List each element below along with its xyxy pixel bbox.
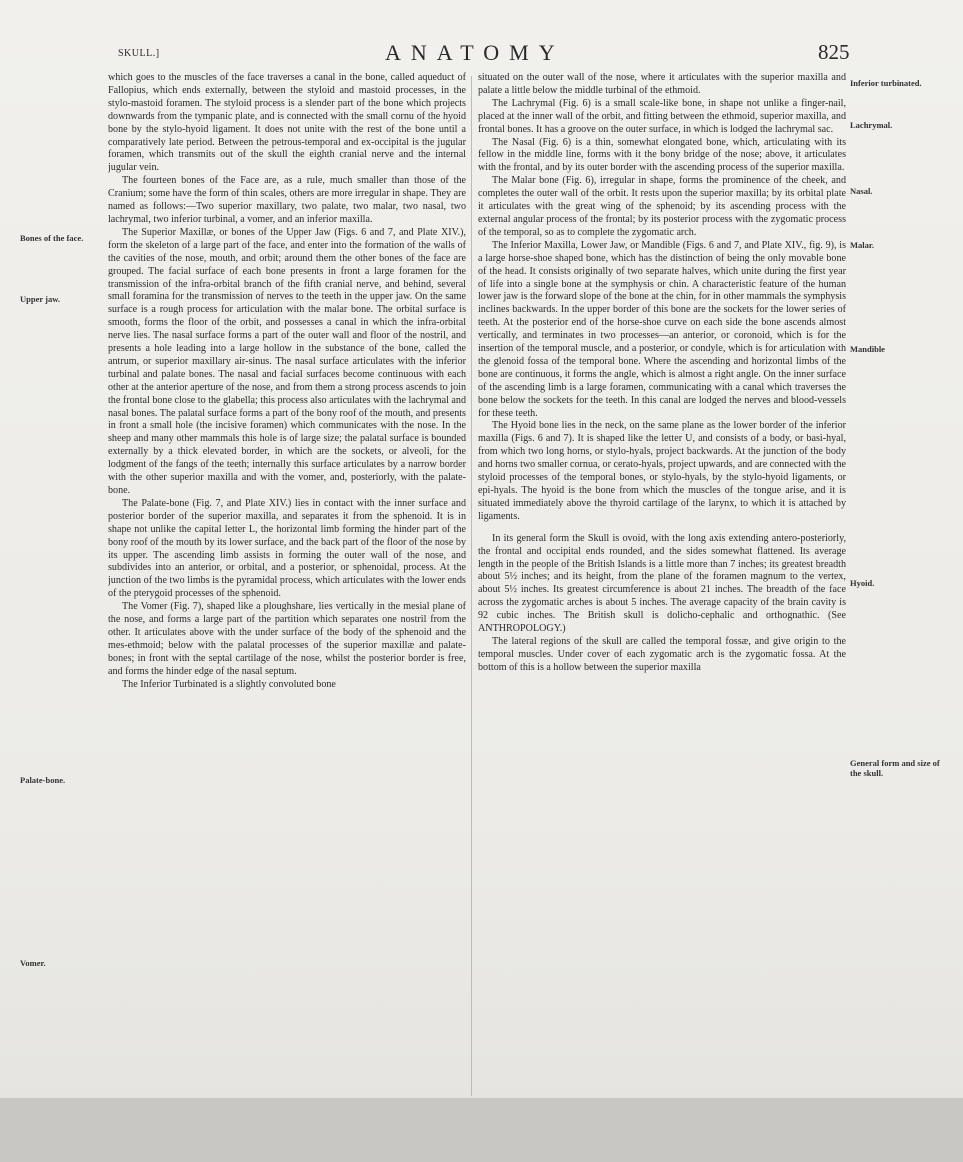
page-number: 825 (818, 40, 850, 64)
paragraph-temporal-fossae: The lateral regions of the skull are called the temporal fossæ, and give origin to the temporal muscles. Under cover of each zygomatic arch is the zygomatic fossa. At the bottom of this is a hollow between the superior maxilla (478, 635, 846, 673)
page-title: ANATOMY (385, 40, 565, 65)
left-column (108, 72, 466, 1102)
margin-note-nasal: Nasal. (850, 186, 873, 196)
margin-note-hyoid: Hyoid. (850, 578, 875, 588)
right-column (478, 72, 846, 1102)
margin-note-general-form: General form and size of the skull. (850, 758, 940, 778)
paragraph-lachrymal: The Lachrymal (Fig. 6) is a small scale-like bone, in shape not unlike a finger-nail, placed at the inner wall of the orbit, and fitting between the ethmoid, superior maxilla, and frontal bones. It has a groove on the outer surface, in which is lodged the lachrymal sac. (478, 97, 846, 135)
running-header (0, 38, 963, 68)
margin-note-palate-bone: Palate-bone. (20, 775, 66, 785)
paragraph-bones-of-face: The fourteen bones of the Face are, as a rule, much smaller than those of the Cranium; some have the form of thin scales, others are more irregular in shape. They are named as follows:—Two superior maxillary, two palate, two malar, two nasal, two lachrymal, two inferior turbinal, a vomer, and an inferior maxilla. (108, 175, 466, 225)
paragraph-malar: The Malar bone (Fig. 6), irregular in shape, forms the prominence of the cheek, and completes the outer wall of the orbit. It rests upon the superior maxilla; by its orbital plate it articulates with the great wing of the sphenoid; by its ascending process with the external angular process of the frontal; by its posterior process with the zygomatic process of the temporal, so as to complete the zygomatic arch. (478, 175, 846, 238)
paragraph-general-form: In its general form the Skull is ovoid, with the long axis extending antero-posteriorly, the frontal and occipital ends rounded, and the sides somewhat flattened. Its average length in the people of the British Islands is a little more than 7 inches; its greatest breadth about 5½ inches; and its height, from the plane of the foramen magnum to the vertex, about 5½ inches. Its greatest circumference is about 21 inches. The breadth of the face across the zygomatic arches is about 5 inches. The average capacity of the brain cavity is 92 cubic inches. The British skull is dolicho-cephalic and orthognathic. (See ANTHROPOLOGY.) (478, 532, 846, 635)
paragraph-vomer: The Vomer (Fig. 7), shaped like a ploughshare, lies vertically in the mesial plane of the nose, and forms a large part of the partition which separates one nostril from the other. It articulates above with the under surface of the body of the sphenoid and the mes-ethmoid; below with the palatal processes of the superior maxillæ and palate-bones; in front with the septal cartilage of the nose, whilst the posterior border is free, and forms the hinder edge of the nasal septum. (108, 601, 466, 677)
paragraph-nasal: The Nasal (Fig. 6) is a thin, somewhat elongated bone, which, articulating with its fellow in the middle line, forms with it the bony bridge of the nose; above, it articulates with the frontal, and by its outer border with the ascending process of the superior maxilla. (478, 136, 846, 174)
column-divider (471, 76, 472, 1096)
margin-note-vomer: Vomer. (20, 958, 46, 968)
margin-note-lachrymal: Lachrymal. (850, 120, 893, 130)
paragraph-mandible: The Inferior Maxilla, Lower Jaw, or Mandible (Figs. 6 and 7, and Plate XIV., fig. 9), is a large horse-shoe shaped bone, which has the distinction of being the only movable bone of the head. It consists originally of two separate halves, which unite during the first year of life into a single bone at the symphysis or chin. A characteristic feature of the human lower jaw is the forward slope of the bone at the chin, for in other mammals the symphysis inclines backwards. In the upper border of this bone are the sockets for the lower series of teeth. At the posterior end of the horse-shoe curve on each side the bone ascends almost vertically, and terminates in two processes—an anterior, or coronoid, which is for the insertion of the temporal muscle, and a posterior, or condyle, which is for articulation with the glenoid fossa of the temporal bone. Where the ascending and horizontal limbs of the bone are continuous, it forms the angle, which is almost a right angle. On the inner surface of the ascending limb is a large foramen, communicating with a canal which traverses the bone below the sockets for the teeth. In this canal are lodged the nerves and blood-vessels for these teeth. (478, 239, 846, 419)
paragraph-inferior-turbinated-end: situated on the outer wall of the nose, where it articulates with the superior maxilla and palate a little below the middle turbinal of the ethmoid. (478, 72, 846, 96)
paragraph-inferior-turbinated-start: The Inferior Turbinated is a slightly convoluted bone (122, 678, 336, 690)
margin-note-bones-of-face: Bones of the face. (20, 233, 84, 243)
section-label: SKULL.] (118, 48, 160, 59)
page-bottom-shadow (0, 1098, 963, 1162)
paragraph-palate-bone: The Palate-bone (Fig. 7, and Plate XIV.) lies in contact with the inner surface and posterior border of the superior maxilla, and separates it from the sphenoid. It is in shape not unlike the capital letter L, the horizontal limb forming the hinder part of the bony roof of the mouth by its lower surface, and the back part of the floor of the nose by its upper. The ascending limb assists in forming the outer wall of the nose, and subdivides into an anterior, or orbital, and a posterior, or sphenoidal, process. At the junction of the two limbs is the pyramidal process, which articulates with the lower ends of the pterygoid processes of the sphenoid. (108, 497, 466, 600)
paragraph-superior-maxillae: The Superior Maxillæ, or bones of the Upper Jaw (Figs. 6 and 7, and Plate XIV.), form the skeleton of a large part of the face, and enter into the formation of the walls of the cavities of the nose, mouth, and orbit; around them the other bones of the face are grouped. The facial surface of each bone presents in front a large foramen for the transmission of the infra-orbital branch of the fifth cranial nerve, and behind, several small foramina for the transmission of nerves to the teeth in the upper jaw. On the same surface is a rough process for articulation with the malar bone. The orbital surface is smooth, forms the floor of the orbit, and possesses a canal in which the infra-orbital nerve lies. The nasal surface forms a part of the outer wall and floor of the nostril, and presents a hole leading into a large hollow in the substance of the bone, called the antrum, or superior maxillary air-sinus. The nasal surface articulates with the inferior turbinal and palate bones. The nasal and facial surfaces become continuous with each other at the anterior aperture of the nose, and from them a strong process ascends to join the frontal bone close to the glabella; this process also articulates with the lachrymal and nasal bones. The palatal surface forms a part of the bony roof of the mouth, and presents in front a small hole (the incisive foramen) which communicates with the nose. In the sheep and many other mammals this hole is of large size; the palatal surface is bounded externally by a thick elevated border, in which are the sockets, or alveoli, for the lodgment of the fangs of the teeth; internally this surface articulates by a narrow border with the other superior maxilla and with the vomer, and, posteriorly, with the palate-bone. (108, 226, 466, 496)
margin-note-upper-jaw: Upper jaw. (20, 294, 60, 304)
margin-note-malar: Malar. (850, 240, 875, 250)
paragraph-hyoid: The Hyoid bone lies in the neck, on the same plane as the lower border of the inferior maxilla (Figs. 6 and 7). It is shaped like the letter U, and consists of a body, or basi-hyal, from which two long horns, or stylo-hyals, project backwards. At the junction of the body and horns two smaller cornua, or cerato-hyals, project upwards, and are connected with the styloid processes of the temporal bones, or stylo-hyals, by the stylo-hyoid ligaments, or epi-hyals. The hyoid is the bone from which the muscles of the tongue arise, and it is situated immediately above the thyroid cartilage of the larynx, to which it is attached by ligaments. (478, 420, 846, 522)
margin-note-mandible: Mandible (850, 344, 885, 354)
margin-note-inferior-turbinated: Inferior turbinated. (850, 78, 922, 88)
paragraph-facial-nerve-canal: which goes to the muscles of the face traverses a canal in the bone, called aqueduct of Fallopius, which ends externally, between the styloid and mastoid processes, in the stylo-mastoid foramen. The styloid process is a slender part of the bone which projects downwards from the tympanic plate, and is connected with the small cornu of the hyoid bone by the stylo-hyoid ligament. It does not unite with the rest of the bone until a comparatively late period. Between the petrous-temporal and ex-occipital is the jugular foramen, which transmits out of the skull the eighth cranial nerve and the internal jugular vein. (108, 72, 466, 174)
